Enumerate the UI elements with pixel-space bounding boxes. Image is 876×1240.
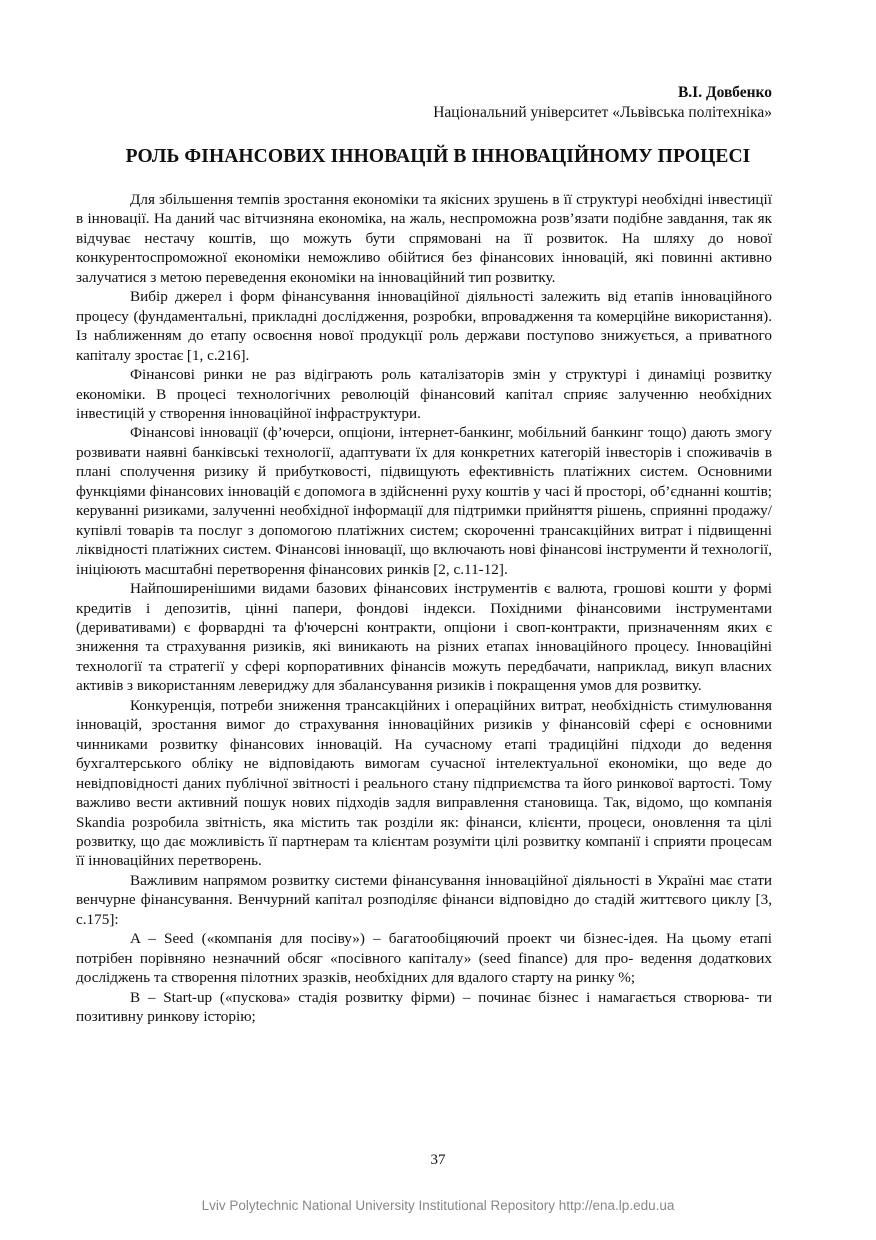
- paragraph: Фінансові інновації (ф’ючерси, опціони, інтернет-банкинг, мобільний банкинг тощо) дають змогу розвивати наявні банківські технології, адаптувати їх для конкретних категорій інвесторів і споживачів в плані сполучення ризику й прибутковості, підвищують ефективність платіжних систем. Основними функціями фінансових інновацій є допомога в здійсненні руху коштів у часі й просторі, об’єднанні коштів; керуванні ризиками, залученні необхідної інформації для підтримки прийняття рішень, сприянні продажу/купівлі товарів та послуг з допомогою платіжних систем; скороченні трансакційних витрат і підвищенні ліквідності платіжних систем. Фінансові інновації, що включають нові фінансові інструменти й технології, ініціюють масштабні перетворення фінансових ринків [2, с.11-12].: [76, 424, 772, 578]
- author-affiliation: Національний університет «Львівська політехніка»: [433, 104, 772, 121]
- paragraph: Конкуренція, потреби зниження трансакційних і операційних витрат, необхідність стимулювання інновацій, зростання вимог до страхування інноваційних ризиків у фінансовій сфері є основними чинниками розвитку фінансових інновацій. На сучасному етапі традиційні підходи до ведення бухгалтерського обліку не відповідають вимогам сучасної інтелектуальної економіки, що веде до невідповідності даних публічної звітності і реального стану підприємства та його ринкової вартості. Тому важливо вести активний пошук нових підходів задля виправлення становища. Так, відомо, що компанія Skandia розробила звітність, яка містить так розділи як: фінанси, клієнти, процеси, оновлення та цілі розвитку, що дає можливість її партнерам та клієнтам розуміти цілі розвитку компанії і сприяти процесам її інноваційних перетворень.: [76, 696, 772, 870]
- paragraph: B – Start-up («пускова» стадія розвитку фірми) – починає бізнес і намагається створюва- ти позитивну ринкову історію;: [76, 988, 772, 1026]
- paragraph: Найпоширенішими видами базових фінансових інструментів є валюта, грошові кошти у формі кредитів і депозитів, цінні папери, фондові індекси. Похідними фінансовими інструментами (деривативами) є форвардні та ф'ючерсні контракти, опціони і своп-контракти, призначенням яких є зниження та страхування ризиків, які виникають на різних етапах інноваційного процесу. Інноваційні технології та стратегії у сфері корпоративних фінансів можуть передбачати, наприклад, викуп власних активів з використанням левериджу для збалансування ризиків і покращення умов для розвитку.: [76, 580, 772, 695]
- article-title: РОЛЬ ФІНАНСОВИХ ІННОВАЦІЙ В ІННОВАЦІЙНОМУ ПРОЦЕСІ: [125, 146, 751, 167]
- author-name: В.І. Довбенко: [677, 84, 772, 101]
- paragraph: Фінансові ринки не раз відіграють роль каталізаторів змін у структурі і динаміці розвитку економіки. В процесі технологічних революцій фінансовий капітал сприяє залученню необхідних інвестицій у створення інноваційної інфраструктури.: [76, 366, 772, 422]
- paragraph: Важливим напрямом розвитку системи фінансування інноваційної діяльності в Україні має стати венчурне фінансування. Венчурний капітал розподіляє фінанси відповідно до стадій життєвого циклу [3, с.175]:: [76, 871, 772, 928]
- article-body: [76, 190, 772, 1026]
- paragraph: Для збільшення темпів зростання економіки та якісних зрушень в її структурі необхідні інвестиції в інновації. На даний час вітчизняна економіка, на жаль, неспроможна розв’язати подібне завдання, так як відчуває нестачу коштів, що можуть бути спрямовані на її розвиток. На шляху до нової конкурентоспроможної економіки неможливо обійтися без фінансових інновацій, які повинні активно залучатися з метою переведення економіки на інноваційний тип розвитку.: [76, 191, 772, 286]
- page-number: 37: [430, 1152, 446, 1168]
- repository-footer: Lviv Polytechnic National University Institutional Repository http://ena.lp.edu.ua: [201, 1198, 675, 1213]
- paragraph: A – Seed («компанія для посіву») – багатообіцяючий проект чи бізнес-ідея. На цьому етапі потрібен порівняно незначний обсяг «посівного капіталу» (seed finance) для про- ведення додаткових досліджень та створення пілотних зразків, необхідних для вдалого старту на ринку %;: [76, 930, 772, 987]
- paragraph: Вибір джерел і форм фінансування інноваційної діяльності залежить від етапів інноваційного процесу (фундаментальні, прикладні дослідження, розробки, впровадження та комерційне використання). Із наближенням до етапу освоєння нової продукції роль держави поступово знижується, а приватного капіталу зростає [1, с.216].: [76, 288, 772, 364]
